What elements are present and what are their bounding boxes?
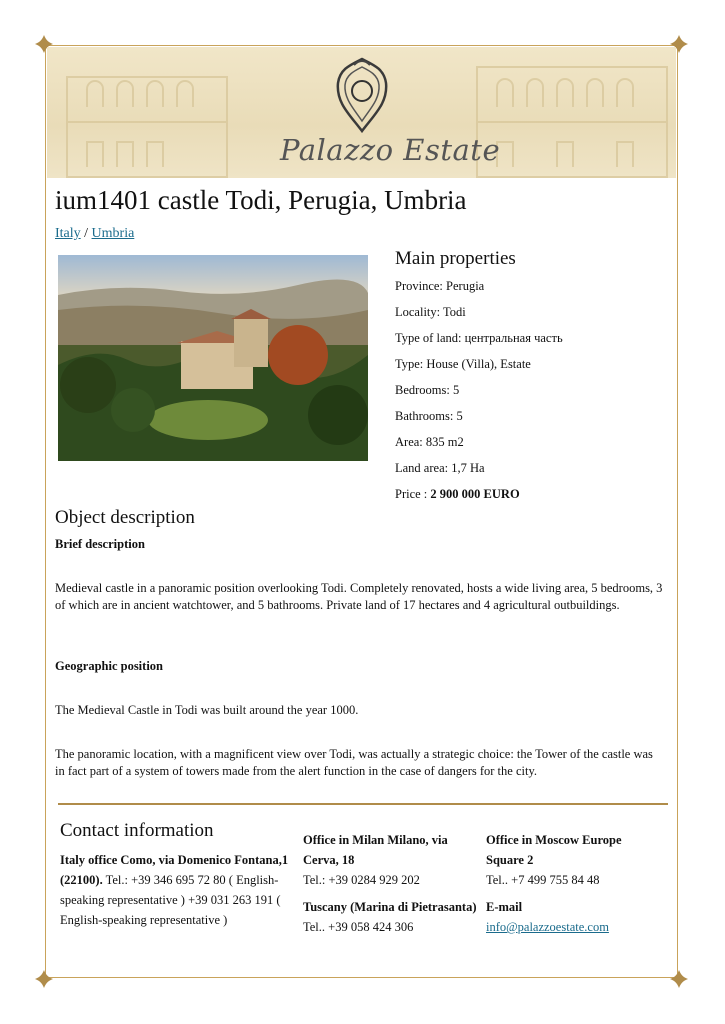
brand-name: Palazzo Estate (280, 133, 501, 167)
contact-heading: Contact information (60, 820, 214, 841)
page-title: ium1401 castle Todi, Perugia, Umbria (55, 185, 467, 215)
property-photo (58, 255, 368, 461)
milan-office-address: Office in Milan Milano, via Cerva, 18 (303, 833, 448, 867)
corner-ornament-icon (668, 968, 690, 990)
brief-description-text: Medieval castle in a panoramic position overlooking Todi. Completely renovated, hosts a wide living area, 5 bedrooms, 3 of which are in ancient watchtower, and 5 bathrooms. Private land of 17 hectares and 4 agricultural outbuildings. (55, 581, 663, 612)
property-row: Land area: 1,7 Ha (395, 461, 485, 475)
geographic-text-2: The panoramic location, with a magnificent view over Todi, was actually a strategic choice: the Tower of the castle was in fact part of a system of towers made from the alert function in the case of dangers for the city. (55, 747, 653, 778)
breadcrumb-separator: / (84, 226, 89, 241)
tuscany-office-address: Tuscany (Marina di Pietrasanta) (303, 900, 477, 914)
geographic-position-heading: Geographic position (55, 659, 163, 673)
property-row: Type: House (Villa), Estate (395, 357, 531, 371)
main-properties-list (395, 279, 563, 513)
moscow-office-block (486, 830, 656, 890)
email-link[interactable]: info@palazzoestate.com (486, 920, 609, 934)
description-heading: Object description (55, 507, 195, 528)
tuscany-office-block (303, 897, 493, 937)
crest-logo-icon (330, 55, 394, 135)
moscow-office-address: Office in Moscow Europe Square 2 (486, 833, 622, 867)
milan-office-block (303, 830, 479, 890)
email-block (486, 897, 656, 937)
section-divider (58, 803, 668, 805)
italy-office-address: Italy office Como, via Domenico Fontana,1 (22100). (60, 853, 289, 887)
price-value: 2 900 000 EURO (430, 487, 520, 501)
brief-description-heading: Brief description (55, 537, 145, 551)
corner-ornament-icon (33, 968, 55, 990)
price-row (395, 487, 563, 513)
geographic-text-1: The Medieval Castle in Todi was built around the year 1000. (55, 703, 359, 717)
breadcrumb (55, 226, 134, 242)
tuscany-office-phone: Tel.. +39 058 424 306 (303, 920, 414, 934)
milan-office-phone: Tel.: +39 0284 929 202 (303, 873, 420, 887)
property-row: Locality: Todi (395, 305, 466, 319)
property-row: Bedrooms: 5 (395, 383, 460, 397)
price-label: Price : (395, 487, 428, 501)
property-row: Bathrooms: 5 (395, 409, 463, 423)
property-row: Province: Perugia (395, 279, 485, 293)
moscow-office-phone: Tel.. +7 499 755 84 48 (486, 873, 600, 887)
main-properties-heading: Main properties (395, 248, 516, 269)
italy-office-block (60, 850, 296, 930)
email-label: E-mail (486, 900, 523, 914)
breadcrumb-link-region[interactable]: Umbria (91, 226, 135, 241)
property-row: Area: 835 m2 (395, 435, 464, 449)
breadcrumb-link-country[interactable]: Italy (55, 226, 81, 241)
italy-office-phone: Tel.: +39 346 695 72 80 ( English-speaking representative ) +39 031 263 191 ( English-speaking representative ) (60, 873, 281, 927)
property-row: Type of land: центральная часть (395, 331, 563, 345)
